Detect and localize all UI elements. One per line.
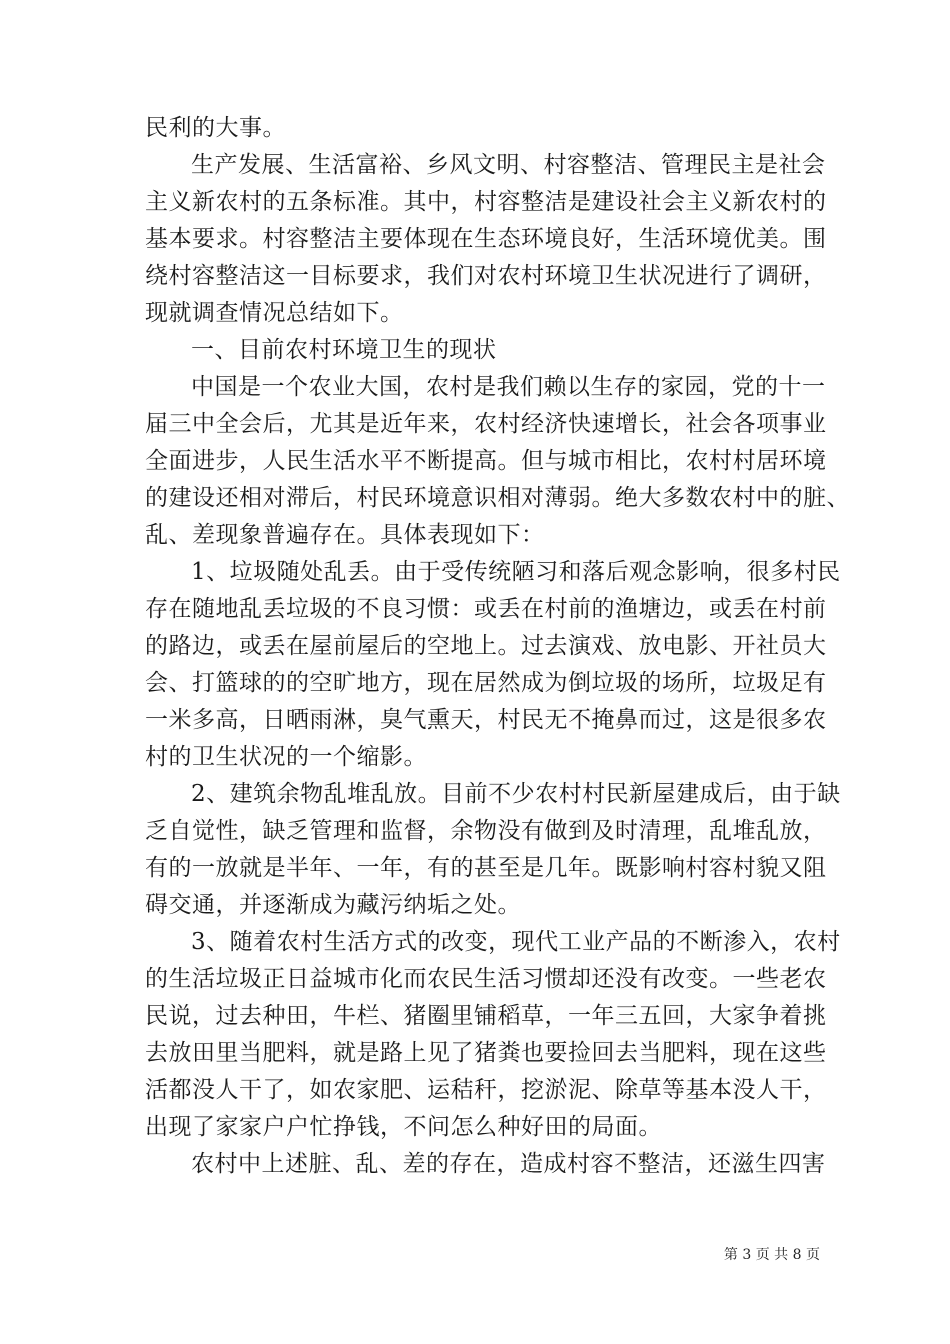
text-line: 一、目前农村环境卫生的现状 xyxy=(191,337,497,363)
text-line: 一米多高，日晒雨淋，臭气熏天，村民无不掩鼻而过，这是很多农 xyxy=(145,707,827,733)
text-line: 村的卫生状况的一个缩影。 xyxy=(145,744,427,770)
text-line: 去放田里当肥料，就是路上见了猪粪也要捡回去当肥料，现在这些 xyxy=(145,1040,827,1066)
text-line: 存在随地乱丢垃圾的不良习惯：或丢在村前的渔塘边，或丢在村前 xyxy=(145,596,827,622)
text-line: 民利的大事。 xyxy=(145,115,286,141)
text-line: 农村中上述脏、乱、差的存在，造成村容不整洁，还滋生四害 xyxy=(191,1151,826,1177)
text-line: 有的一放就是半年、一年，有的甚至是几年。既影响村容村貌又阻 xyxy=(145,855,827,881)
text-line: 的路边，或丢在屋前屋后的空地上。过去演戏、放电影、开社员大 xyxy=(145,633,827,659)
text-line: 全面进步，人民生活水平不断提高。但与城市相比，农村村居环境 xyxy=(145,448,827,474)
text-line: 中国是一个农业大国，农村是我们赖以生存的家园，党的十一 xyxy=(191,374,826,400)
text-line: 1、垃圾随处乱丢。由于受传统陋习和落后观念影响，很多村民 xyxy=(191,559,841,585)
text-line: 基本要求。村容整洁主要体现在生态环境良好，生活环境优美。围 xyxy=(145,226,827,252)
text-line: 届三中全会后，尤其是近年来，农村经济快速增长，社会各项事业 xyxy=(145,411,827,437)
text-line: 主义新农村的五条标准。其中，村容整洁是建设社会主义新农村的 xyxy=(145,189,827,215)
text-line: 乱、差现象普遍存在。具体表现如下： xyxy=(145,522,545,548)
page-number: 第 3 页 共 8 页 xyxy=(723,1247,820,1263)
text-line: 2、建筑余物乱堆乱放。目前不少农村村民新屋建成后，由于缺 xyxy=(191,781,841,807)
text-line: 活都没人干了，如农家肥、运秸秆，挖淤泥、除草等基本没人干， xyxy=(145,1077,827,1103)
text-line: 出现了家家户户忙挣钱，不问怎么种好田的局面。 xyxy=(145,1114,662,1140)
text-line: 的建设还相对滞后，村民环境意识相对薄弱。绝大多数农村中的脏、 xyxy=(145,485,850,511)
text-line: 碍交通，并逐渐成为藏污纳垢之处。 xyxy=(145,892,521,918)
text-line: 会、打篮球的的空旷地方，现在居然成为倒垃圾的场所，垃圾足有 xyxy=(145,670,827,696)
text-line: 生产发展、生活富裕、乡风文明、村容整洁、管理民主是社会 xyxy=(191,152,826,178)
text-line: 的生活垃圾正日益城市化而农民生活习惯却还没有改变。一些老农 xyxy=(145,966,827,992)
text-line: 现就调查情况总结如下。 xyxy=(145,300,404,326)
document-body xyxy=(145,110,850,1183)
text-line: 绕村容整洁这一目标要求，我们对农村环境卫生状况进行了调研， xyxy=(145,263,827,289)
text-line: 3、随着农村生活方式的改变，现代工业产品的不断渗入，农村 xyxy=(191,929,841,955)
text-line: 民说，过去种田，牛栏、猪圈里铺稻草，一年三五回，大家争着挑 xyxy=(145,1003,827,1029)
text-line: 乏自觉性，缺乏管理和监督，余物没有做到及时清理，乱堆乱放， xyxy=(145,818,827,844)
